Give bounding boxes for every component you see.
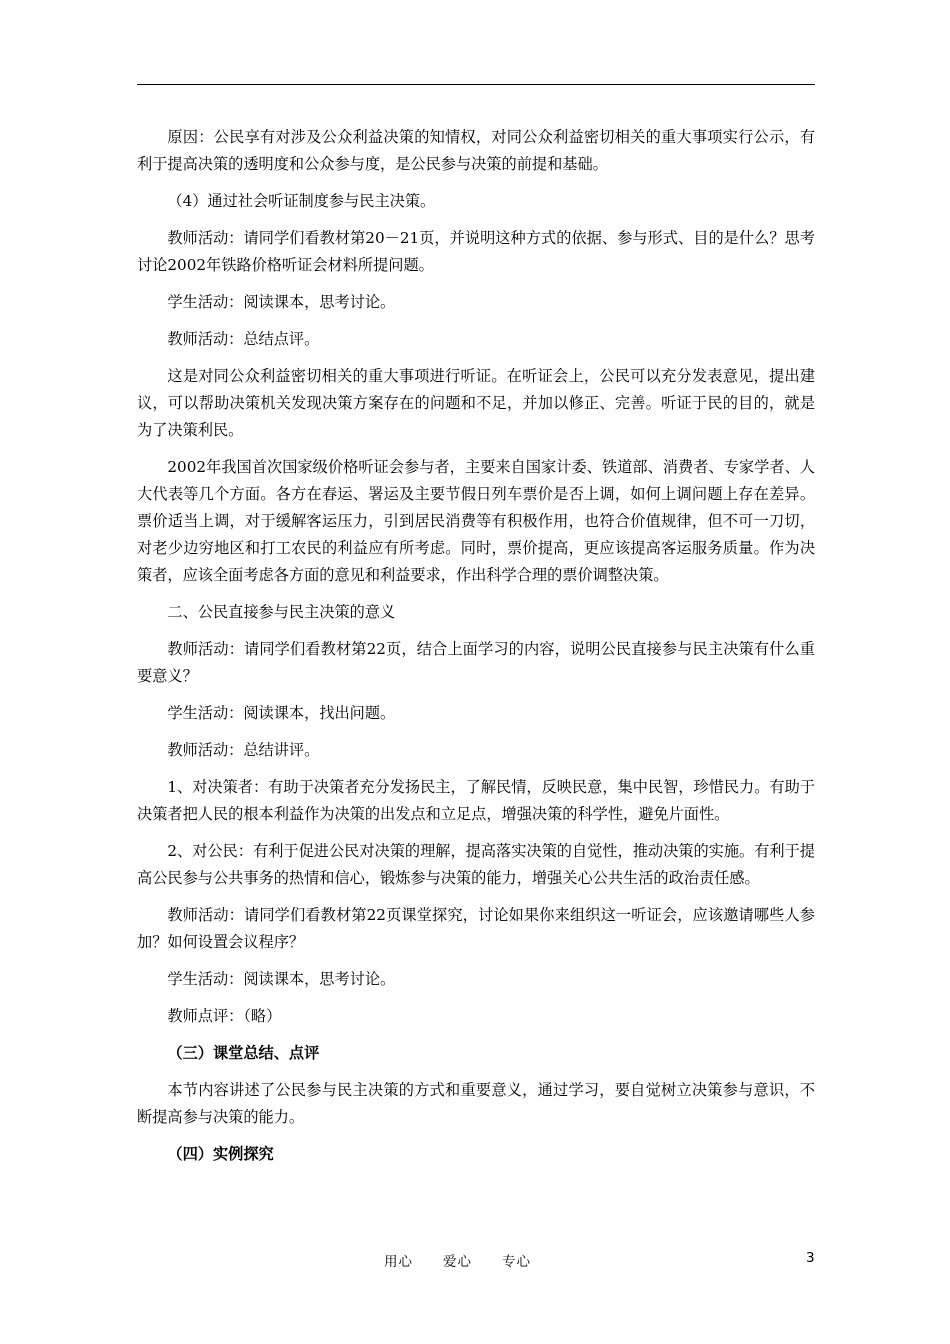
paragraph: 2002年我国首次国家级价格听证会参与者，主要来自国家计委、铁道部、消费者、专家学者、人大代表等几个方面。各方在春运、署运及主要节假日列车票价是否上调，如何上调问题上存在差异。票价适当上调，对于缓解客运压力，引到居民消费等有积极作用，也符合价值规律，但不可一刀切，对老少边穷地区和打工农民的利益应有所考虑。同时，票价提高，更应该提高客运服务质量。作为决策者，应该全面考虑各方面的意见和利益要求，作出科学合理的票价调整决策。 — [137, 458, 815, 584]
paragraph: 教师活动：请同学们看教材第22页，结合上面学习的内容，说明公民直接参与民主决策有什么重要意义？ — [137, 640, 815, 685]
bold-heading: （四）实例探究 — [167, 1145, 274, 1163]
paragraph: 学生活动：阅读课本，思考讨论。 — [167, 970, 396, 988]
paragraph: 教师活动：请同学们看教材第22页课堂探究，讨论如果你来组织这一听证会，应该邀请哪些人参加？如何设置会议程序？ — [137, 906, 815, 951]
section-heading: 二、公民直接参与民主决策的意义 — [167, 603, 396, 621]
paragraph: 教师活动：总结点评。 — [167, 330, 320, 348]
paragraph: 教师点评：（略） — [167, 1007, 282, 1025]
paragraph: 2、对公民：有利于促进公民对决策的理解，提高落实决策的自觉性，推动决策的实施。有利于提高公民参与公共事务的热情和信心，锻炼参与决策的能力，增强关心公共生活的政治责任感。 — [137, 842, 815, 887]
paragraph: 学生活动：阅读课本，找出问题。 — [167, 704, 396, 722]
paragraph: （4）通过社会听证制度参与民主决策。 — [167, 192, 436, 210]
paragraph: 1、对决策者：有助于决策者充分发扬民主，了解民情，反映民意，集中民智，珍惜民力。有助于决策者把人民的根本利益作为决策的出发点和立足点，增强决策的科学性，避免片面性。 — [137, 778, 815, 823]
paragraph: 这是对同公众利益密切相关的重大事项进行听证。在听证会上，公民可以充分发表意见，提出建议，可以帮助决策机关发现决策方案存在的问题和不足，并加以修正、完善。听证于民的目的，就是为了决策利民。 — [137, 367, 815, 439]
paragraph: 学生活动：阅读课本，思考讨论。 — [167, 293, 396, 311]
footer-motto-word: 用心 — [384, 1254, 413, 1270]
footer-motto-word: 专心 — [502, 1254, 531, 1270]
document-body — [137, 124, 815, 1178]
page-number: 3 — [806, 1250, 815, 1266]
bold-heading: （三）课堂总结、点评 — [167, 1044, 320, 1062]
paragraph: 教师活动：请同学们看教材第20－21页，并说明这种方式的依据、参与形式、目的是什么？思考讨论2002年铁路价格听证会材料所提问题。 — [137, 229, 815, 274]
footer-motto — [384, 1250, 561, 1270]
paragraph: 教师活动：总结讲评。 — [167, 741, 320, 759]
footer-motto-word: 爱心 — [443, 1254, 472, 1270]
paragraph: 原因：公民享有对涉及公众利益决策的知情权，对同公众利益密切相关的重大事项实行公示，有利于提高决策的透明度和公众参与度，是公民参与决策的前提和基础。 — [137, 128, 815, 173]
header-rule — [137, 84, 815, 85]
paragraph: 本节内容讲述了公民参与民主决策的方式和重要意义，通过学习，要自觉树立决策参与意识，不断提高参与决策的能力。 — [137, 1081, 815, 1126]
